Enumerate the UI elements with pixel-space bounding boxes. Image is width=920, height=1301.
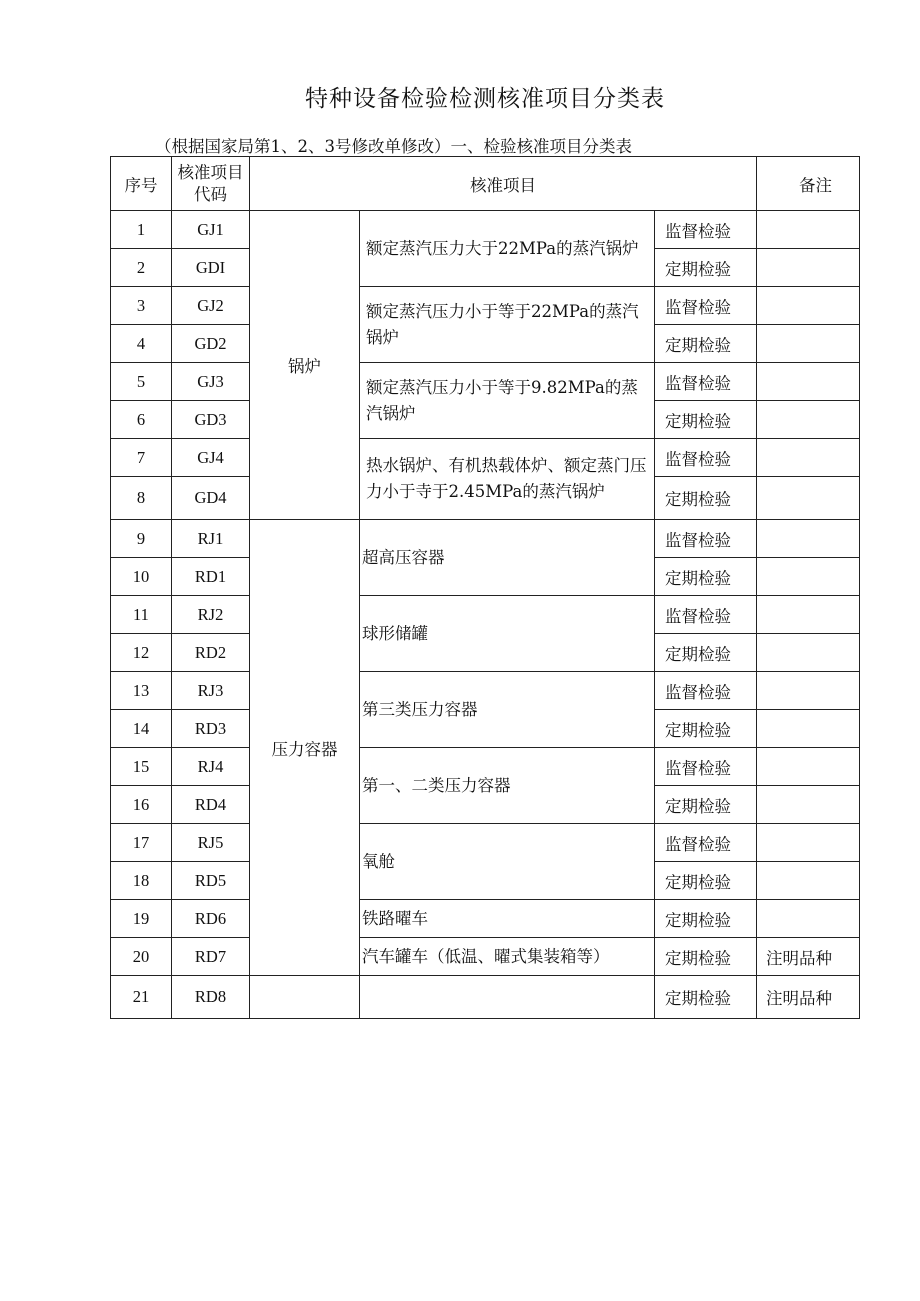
- code-cell: RJ4: [172, 748, 250, 786]
- item-cell: 氧舱: [360, 824, 655, 900]
- note-cell: [757, 477, 860, 520]
- seq-cell: 5: [111, 363, 172, 401]
- code-cell: RJ2: [172, 596, 250, 634]
- note-cell: 注明品种: [757, 976, 860, 1019]
- code-cell: GJ3: [172, 363, 250, 401]
- table-row: [111, 287, 860, 325]
- note-cell: 注明品种: [757, 938, 860, 976]
- seq-cell: 4: [111, 325, 172, 363]
- header-code: 核准项目代码: [172, 157, 250, 211]
- seq-cell: 19: [111, 900, 172, 938]
- code-cell: GJ4: [172, 439, 250, 477]
- seq-cell: 15: [111, 748, 172, 786]
- item-cell: 汽车罐车（低温、曜式集装箱等）: [360, 938, 655, 976]
- inspection-type-cell: 定期检验: [655, 477, 757, 520]
- note-cell: [757, 900, 860, 938]
- note-cell: [757, 748, 860, 786]
- inspection-type-cell: 监督检验: [655, 824, 757, 862]
- table-row: [111, 211, 860, 249]
- note-cell: [757, 439, 860, 477]
- table-row: [111, 520, 860, 558]
- item-cell: 球形储罐: [360, 596, 655, 672]
- inspection-type-cell: 监督检验: [655, 211, 757, 249]
- code-cell: GD4: [172, 477, 250, 520]
- item-cell: 额定蒸汽压力小于等于9.82MPa的蒸汽锅炉: [360, 363, 655, 439]
- category-boiler: 锅炉: [250, 211, 360, 520]
- table-row: [111, 748, 860, 786]
- inspection-type-cell: 监督检验: [655, 287, 757, 325]
- code-cell: GD2: [172, 325, 250, 363]
- inspection-type-cell: 定期检验: [655, 401, 757, 439]
- inspection-type-cell: 定期检验: [655, 900, 757, 938]
- classification-table: [110, 156, 860, 1019]
- header-item: 核准项目: [250, 157, 757, 211]
- category-pressure-vessel: 压力容器: [250, 520, 360, 976]
- seq-cell: 10: [111, 558, 172, 596]
- table-header-row: [111, 157, 860, 211]
- note-cell: [757, 325, 860, 363]
- note-cell: [757, 634, 860, 672]
- inspection-type-cell: 定期检验: [655, 249, 757, 287]
- seq-cell: 16: [111, 786, 172, 824]
- header-seq: 序号: [111, 157, 172, 211]
- inspection-type-cell: 定期检验: [655, 558, 757, 596]
- note-cell: [757, 211, 860, 249]
- note-cell: [757, 401, 860, 439]
- inspection-type-cell: 定期检验: [655, 325, 757, 363]
- table-row: [111, 976, 860, 1019]
- item-cell: 第一、二类压力容器: [360, 748, 655, 824]
- seq-cell: 13: [111, 672, 172, 710]
- note-cell: [757, 672, 860, 710]
- seq-cell: 6: [111, 401, 172, 439]
- inspection-type-cell: 定期检验: [655, 786, 757, 824]
- seq-cell: 9: [111, 520, 172, 558]
- code-cell: GDI: [172, 249, 250, 287]
- inspection-type-cell: 定期检验: [655, 634, 757, 672]
- note-cell: [757, 520, 860, 558]
- code-cell: RD8: [172, 976, 250, 1019]
- seq-cell: 8: [111, 477, 172, 520]
- code-cell: RJ3: [172, 672, 250, 710]
- code-cell: RD4: [172, 786, 250, 824]
- table-row: [111, 824, 860, 862]
- seq-cell: 17: [111, 824, 172, 862]
- inspection-type-cell: 监督检验: [655, 596, 757, 634]
- inspection-type-cell: 监督检验: [655, 748, 757, 786]
- seq-cell: 11: [111, 596, 172, 634]
- inspection-type-cell: 定期检验: [655, 938, 757, 976]
- code-cell: RJ5: [172, 824, 250, 862]
- table-row: [111, 938, 860, 976]
- item-cell: 超高压容器: [360, 520, 655, 596]
- code-cell: RD6: [172, 900, 250, 938]
- seq-cell: 20: [111, 938, 172, 976]
- note-cell: [757, 824, 860, 862]
- seq-cell: 14: [111, 710, 172, 748]
- note-cell: [757, 363, 860, 401]
- code-cell: RD1: [172, 558, 250, 596]
- item-empty-cell: [360, 976, 655, 1019]
- table-row: [111, 596, 860, 634]
- item-cell: 热水锅炉、有机热载体炉、额定蒸门压力小于寺于2.45MPa的蒸汽锅炉: [360, 439, 655, 520]
- code-cell: GJ1: [172, 211, 250, 249]
- code-cell: RD2: [172, 634, 250, 672]
- note-cell: [757, 558, 860, 596]
- item-cell: 铁路曜车: [360, 900, 655, 938]
- inspection-type-cell: 定期检验: [655, 862, 757, 900]
- item-cell: 额定蒸汽压力小于等于22MPa的蒸汽锅炉: [360, 287, 655, 363]
- note-cell: [757, 287, 860, 325]
- inspection-type-cell: 定期检验: [655, 976, 757, 1019]
- seq-cell: 21: [111, 976, 172, 1019]
- inspection-type-cell: 监督检验: [655, 439, 757, 477]
- inspection-type-cell: 监督检验: [655, 672, 757, 710]
- category-empty-cell: [250, 976, 360, 1019]
- item-cell: 第三类压力容器: [360, 672, 655, 748]
- note-cell: [757, 786, 860, 824]
- seq-cell: 7: [111, 439, 172, 477]
- inspection-type-cell: 监督检验: [655, 520, 757, 558]
- note-cell: [757, 710, 860, 748]
- code-cell: GD3: [172, 401, 250, 439]
- inspection-type-cell: 监督检验: [655, 363, 757, 401]
- table-row: [111, 439, 860, 477]
- seq-cell: 12: [111, 634, 172, 672]
- note-cell: [757, 249, 860, 287]
- seq-cell: 3: [111, 287, 172, 325]
- table-row: [111, 900, 860, 938]
- code-cell: RD3: [172, 710, 250, 748]
- code-cell: GJ2: [172, 287, 250, 325]
- code-cell: RD7: [172, 938, 250, 976]
- item-cell: 额定蒸汽压力大于22MPa的蒸汽锅炉: [360, 211, 655, 287]
- code-cell: RJ1: [172, 520, 250, 558]
- seq-cell: 18: [111, 862, 172, 900]
- code-cell: RD5: [172, 862, 250, 900]
- page-title: 特种设备检验检测核准项目分类表: [305, 86, 665, 112]
- header-note: 备注: [757, 157, 860, 211]
- note-cell: [757, 862, 860, 900]
- note-cell: [757, 596, 860, 634]
- table-row: [111, 672, 860, 710]
- page-subtitle: （根据国家局第1、2、3号修改单修改）一、检验核准项目分类表: [155, 137, 632, 156]
- inspection-type-cell: 定期检验: [655, 710, 757, 748]
- seq-cell: 2: [111, 249, 172, 287]
- seq-cell: 1: [111, 211, 172, 249]
- table-row: [111, 363, 860, 401]
